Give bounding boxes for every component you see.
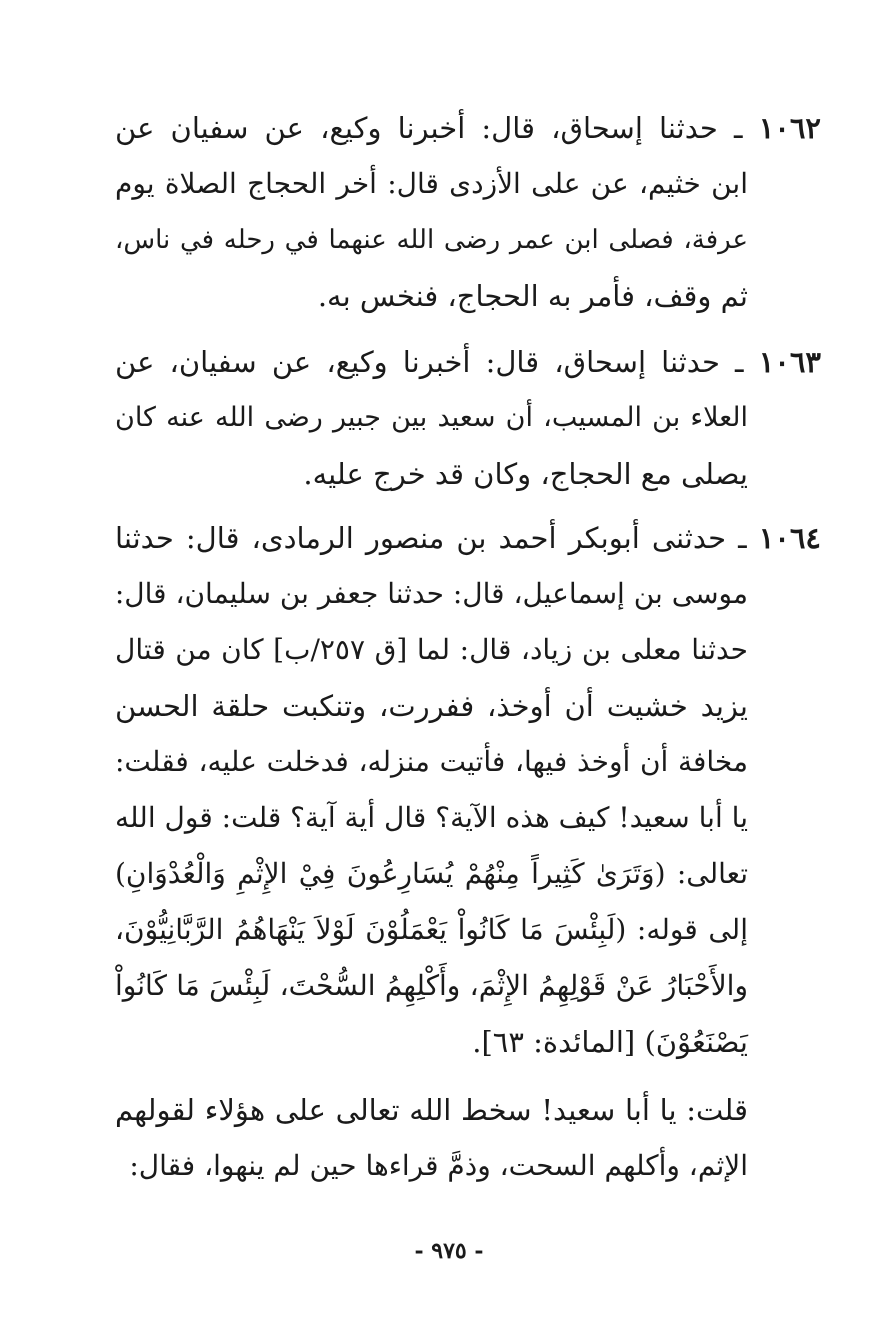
hadith-1064-line-2: موسى بن إسماعيل، قال: حدثنا جعفر بن سليمان، قال:	[114, 577, 748, 610]
hadith-1062-line-4: ثم وقف، فأمر به الحجاج، فنخس به.	[317, 279, 748, 313]
hadith-1064-line-3: حدثنا معلى بن زياد، قال: لما [ق ٢٥٧/ب] كان من قتال	[115, 633, 748, 666]
hadith-number: ١٠٦٢	[758, 111, 821, 145]
hadith-1062-line-2: ابن خثيم، عن على الأزدى قال: أخر الحجاج الصلاة يوم	[115, 167, 748, 200]
hadith-number: ١٠٦٤	[758, 521, 822, 555]
hadith-1063-line-2: العلاء بن المسيب، أن سعيد بين جبير رضى الله عنه كان	[115, 402, 748, 433]
hadith-1064-line-6: يا أبا سعيد! كيف هذه الآية؟ قال أية آية؟ قلت: قول الله	[115, 801, 748, 834]
hadith-1064-line-4: يزيد خشيت أن أوخذ، ففررت، وتنكبت حلقة الحسن	[115, 689, 748, 723]
hadith-1062-line-1	[115, 108, 821, 148]
hadith-1064-line-5: مخافة أن أوخذ فيها، فأتيت منزله، فدخلت عليه، فقلت:	[115, 745, 748, 778]
closing-line-1: قلت: يا أبا سعيد! سخط الله تعالى على هؤلاء لقولهم	[115, 1093, 748, 1127]
hadith-1063-line-1	[115, 342, 821, 382]
hadith-1062-line-3: عرفة، فصلى ابن عمر رضى الله عنهما في رحله في ناس،	[115, 225, 748, 255]
hadith-text: ـ حدثنا إسحاق، قال: أخبرنا وكيع، عن سفيان عن	[115, 111, 743, 145]
hadith-1064-line-8: إلى قوله: (لَبِئْسَ مَا كَانُواْ يَعْمَلُوْنَ لَوْلاَ يَنْهَاهُمُ الرَّبَّانِيُّوْنَ،	[115, 913, 748, 946]
closing-line-2: الإثم، وأكلهم السحت، وذمَّ قراءها حين لم ينهوا، فقال:	[129, 1149, 748, 1182]
hadith-1064-line-1	[115, 518, 821, 558]
hadith-number: ١٠٦٣	[758, 345, 821, 379]
hadith-1063-line-3: يصلى مع الحجاج، وكان قد خرج عليه.	[303, 457, 748, 491]
hadith-1064-line-10: يَصْنَعُوْنَ) [المائدة: ٦٣].	[472, 1025, 748, 1059]
hadith-text: ـ حدثنا إسحاق، قال: أخبرنا وكيع، عن سفيان، عن	[115, 345, 744, 379]
hadith-text: ـ حدثنى أبوبكر أحمد بن منصور الرمادى، قال: حدثنا	[115, 521, 747, 555]
hadith-1064-line-7: تعالى: (وَتَرَىٰ كَثِيراً مِنْهُمْ يُسَارِعُونَ فِيْ الإِثْمِ وَالْعُدْوَانِ)	[115, 857, 748, 890]
page-number: - ٩٧٥ -	[414, 1238, 484, 1264]
hadith-1064-line-9: والأَحْبَارُ عَنْ قَوْلِهِمُ الإِثْمَ، وأَكْلِهِمُ السُّحْتَ، لَبِئْسَ مَا كَانُواْ	[115, 969, 748, 1002]
